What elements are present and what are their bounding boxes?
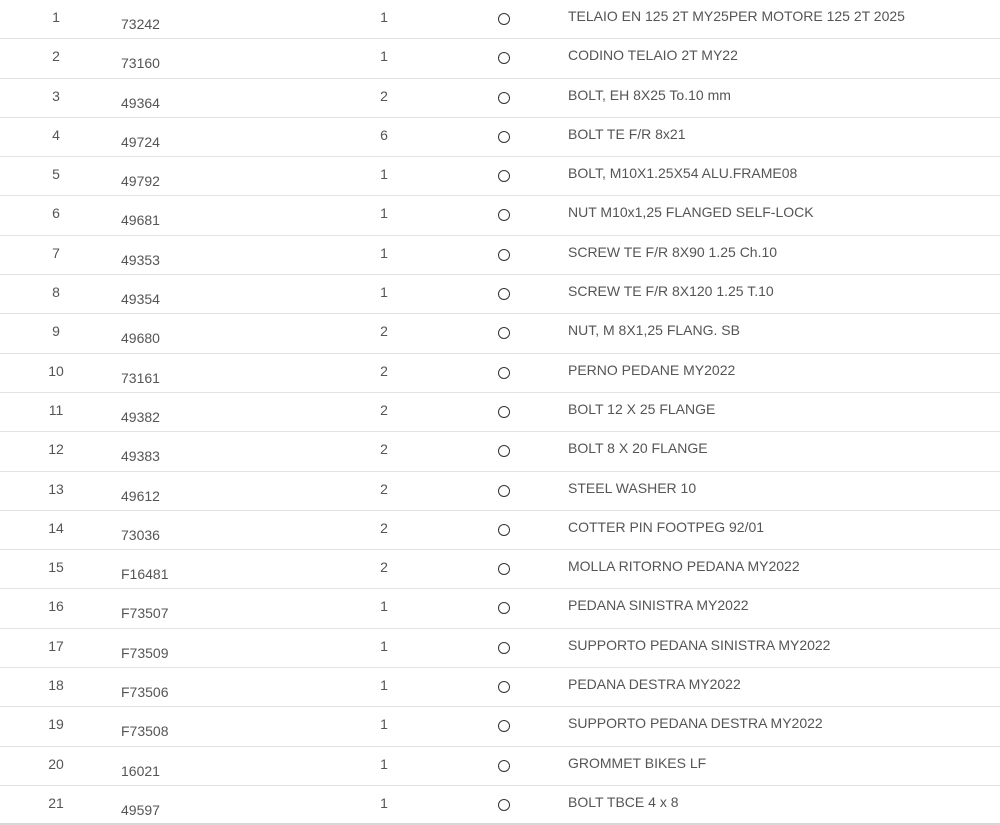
- quantity: 1: [380, 716, 388, 733]
- table-row: [0, 354, 1000, 393]
- table-row: [0, 393, 1000, 432]
- table-row: [0, 707, 1000, 746]
- part-description: PEDANA SINISTRA MY2022: [568, 597, 749, 614]
- part-code: 49353: [121, 251, 160, 268]
- select-radio[interactable]: [498, 563, 510, 575]
- part-code: 73160: [121, 55, 160, 72]
- table-row: [0, 550, 1000, 589]
- table-row: [0, 236, 1000, 275]
- position-number: 1: [52, 9, 60, 25]
- quantity: 2: [380, 519, 388, 536]
- quantity: 1: [380, 677, 388, 694]
- part-description: CODINO TELAIO 2T MY22: [568, 47, 738, 64]
- quantity: 2: [380, 401, 388, 418]
- part-description: COTTER PIN FOOTPEG 92/01: [568, 518, 765, 535]
- part-description: STEEL WASHER 10: [568, 479, 697, 496]
- select-radio[interactable]: [498, 485, 510, 497]
- select-radio[interactable]: [498, 131, 510, 143]
- quantity: 1: [380, 48, 388, 65]
- part-description: SCREW TE F/R 8X120 1.25 T.10: [568, 283, 774, 300]
- position-number: 7: [52, 244, 60, 261]
- position-number: 10: [48, 362, 64, 379]
- part-description: SUPPORTO PEDANA DESTRA MY2022: [568, 715, 823, 732]
- part-description: BOLT 12 X 25 FLANGE: [568, 400, 716, 417]
- table-row: [0, 786, 1000, 825]
- position-number: 6: [52, 205, 60, 222]
- select-radio[interactable]: [498, 406, 510, 418]
- position-number: 4: [52, 126, 60, 143]
- quantity: 1: [380, 598, 388, 615]
- table-row: [0, 589, 1000, 628]
- table-row: [0, 668, 1000, 707]
- part-code: 49681: [121, 212, 160, 229]
- quantity: 1: [380, 166, 388, 183]
- part-description: SCREW TE F/R 8X90 1.25 Ch.10: [568, 243, 778, 260]
- select-radio[interactable]: [498, 209, 510, 221]
- select-radio[interactable]: [498, 13, 510, 25]
- quantity: 2: [380, 87, 388, 104]
- select-radio[interactable]: [498, 799, 510, 811]
- position-number: 11: [48, 401, 64, 418]
- part-code: 49612: [121, 487, 160, 504]
- part-code: 49354: [121, 291, 160, 308]
- part-code: F73508: [121, 723, 169, 740]
- part-code: 49364: [121, 94, 160, 111]
- part-code: 49383: [121, 448, 160, 465]
- select-radio[interactable]: [498, 52, 510, 64]
- part-description: TELAIO EN 125 2T MY25PER MOTORE 125 2T 2025: [568, 8, 905, 24]
- table-row: [0, 196, 1000, 235]
- select-radio[interactable]: [498, 720, 510, 732]
- part-description: PERNO PEDANE MY2022: [568, 361, 736, 378]
- position-number: 2: [52, 48, 60, 65]
- part-description: GROMMET BIKES LF: [568, 754, 707, 771]
- quantity: 1: [380, 244, 388, 261]
- position-number: 15: [48, 559, 64, 576]
- part-code: 73242: [121, 16, 160, 32]
- position-number: 19: [48, 716, 64, 733]
- select-radio[interactable]: [498, 642, 510, 654]
- position-number: 17: [48, 637, 64, 654]
- quantity: 2: [380, 480, 388, 497]
- quantity: 2: [380, 323, 388, 340]
- position-number: 20: [48, 755, 64, 772]
- part-description: MOLLA RITORNO PEDANA MY2022: [568, 558, 800, 575]
- table-row: [0, 0, 1000, 39]
- part-code: 73036: [121, 526, 160, 543]
- table-row: [0, 629, 1000, 668]
- part-code: F73506: [121, 684, 169, 701]
- select-radio[interactable]: [498, 288, 510, 300]
- select-radio[interactable]: [498, 249, 510, 261]
- quantity: 1: [380, 284, 388, 301]
- table-row: [0, 39, 1000, 78]
- part-description: SUPPORTO PEDANA SINISTRA MY2022: [568, 636, 831, 653]
- part-description: PEDANA DESTRA MY2022: [568, 676, 741, 693]
- quantity: 1: [380, 637, 388, 654]
- select-radio[interactable]: [498, 524, 510, 536]
- table-row: [0, 275, 1000, 314]
- table-row: [0, 511, 1000, 550]
- part-code: 73161: [121, 369, 160, 386]
- quantity: 1: [380, 9, 388, 25]
- table-row: [0, 79, 1000, 118]
- select-radio[interactable]: [498, 760, 510, 772]
- quantity: 1: [380, 205, 388, 222]
- part-description: BOLT TE F/R 8x21: [568, 125, 686, 142]
- select-radio[interactable]: [498, 327, 510, 339]
- part-code: 49382: [121, 408, 160, 425]
- part-code: 49597: [121, 801, 160, 818]
- part-code: 49680: [121, 330, 160, 347]
- position-number: 8: [52, 284, 60, 301]
- position-number: 3: [52, 87, 60, 104]
- position-number: 5: [52, 166, 60, 183]
- select-radio[interactable]: [498, 602, 510, 614]
- position-number: 9: [52, 323, 60, 340]
- part-description: BOLT, EH 8X25 To.10 mm: [568, 86, 731, 103]
- position-number: 18: [48, 677, 64, 694]
- part-description: NUT, M 8X1,25 FLANG. SB: [568, 322, 740, 339]
- table-row: [0, 432, 1000, 471]
- select-radio[interactable]: [498, 681, 510, 693]
- position-number: 14: [48, 519, 64, 536]
- part-description: BOLT, M10X1.25X54 ALU.FRAME08: [568, 165, 798, 182]
- part-description: BOLT 8 X 20 FLANGE: [568, 440, 708, 457]
- quantity: 2: [380, 362, 388, 379]
- part-code: F16481: [121, 566, 169, 583]
- table-row: [0, 314, 1000, 353]
- position-number: 13: [48, 480, 64, 497]
- part-description: BOLT TBCE 4 x 8: [568, 793, 679, 810]
- part-code: 16021: [121, 762, 160, 779]
- position-number: 21: [48, 794, 64, 811]
- quantity: 2: [380, 559, 388, 576]
- table-row: [0, 118, 1000, 157]
- position-number: 16: [48, 598, 64, 615]
- table-row: [0, 157, 1000, 196]
- part-description: NUT M10x1,25 FLANGED SELF-LOCK: [568, 204, 814, 221]
- table-row: [0, 472, 1000, 511]
- quantity: 2: [380, 441, 388, 458]
- select-radio[interactable]: [498, 170, 510, 182]
- quantity: 1: [380, 794, 388, 811]
- part-code: F73509: [121, 644, 169, 661]
- part-code: F73507: [121, 605, 169, 622]
- position-number: 12: [48, 441, 64, 458]
- select-radio[interactable]: [498, 445, 510, 457]
- quantity: 1: [380, 755, 388, 772]
- table-row: [0, 747, 1000, 786]
- quantity: 6: [380, 126, 388, 143]
- part-code: 49724: [121, 133, 160, 150]
- select-radio[interactable]: [498, 367, 510, 379]
- select-radio[interactable]: [498, 92, 510, 104]
- part-code: 49792: [121, 173, 160, 190]
